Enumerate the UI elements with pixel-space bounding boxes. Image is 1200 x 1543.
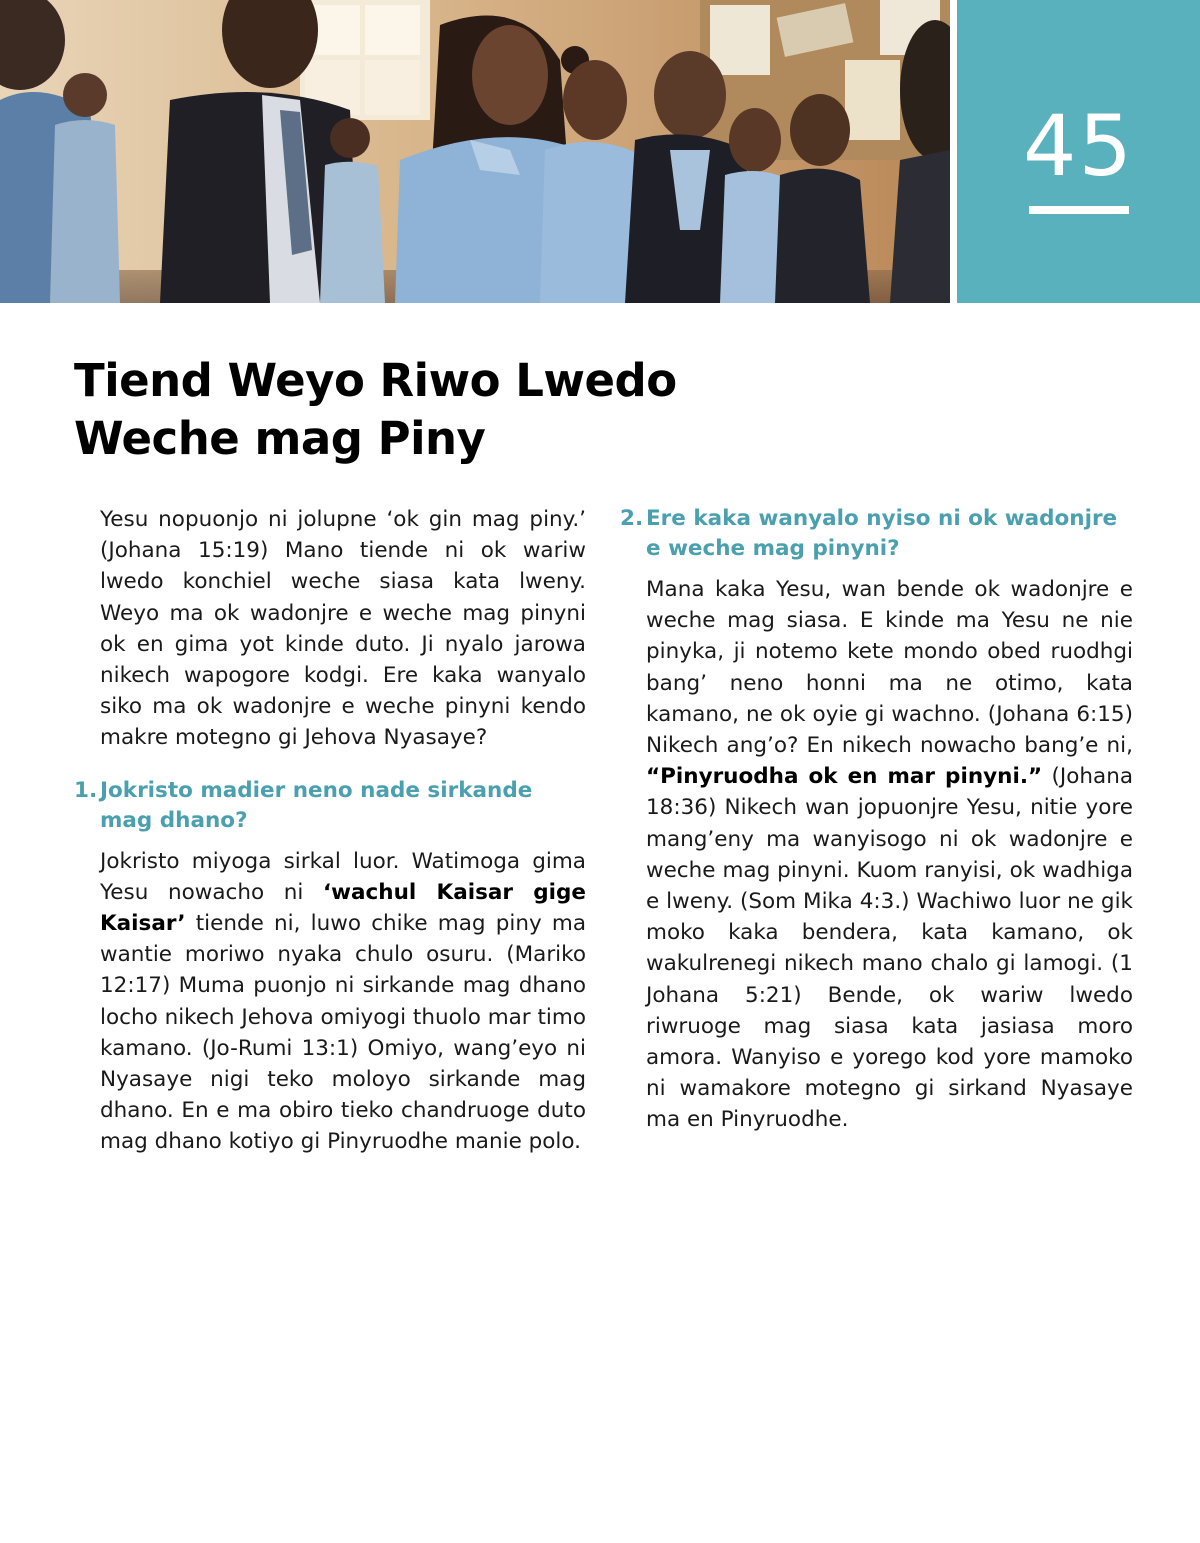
answer-2-bold-quote: “Pinyruodha ok en mar pinyni.”: [646, 764, 1043, 790]
answer-1-paragraph: [100, 846, 586, 1158]
question-2-heading: [620, 504, 1133, 564]
page-title: [74, 352, 774, 468]
question-2-number: 2.: [620, 506, 644, 531]
answer-2-paragraph: [646, 574, 1133, 1136]
answer-1-text-b: tiende ni, luwo chike mag piny ma wantie moriwo nyaka chulo osuru. (Mariko 12:17) Muma puonjo ni sirkande mag dhano locho nikech Jehova omiyogi thuolo mar timo kamano. (Jo-Rumi 13:1) Omiyo, wang’eyo ni Nyasaye nigi teko moloyo sirkande mag dhano. En e ma obiro tieko chandruoge duto mag dhano kotiyo gi Pinyruodhe manie polo.: [100, 911, 586, 1155]
students-standing-illustration: [0, 0, 950, 303]
left-column: [74, 504, 586, 1158]
right-column: [620, 504, 1133, 1136]
question-1-number: 1.: [74, 777, 98, 803]
answer-1-text-a: Jokristo miyoga sirkal luor. Watimoga gima Yesu nowacho ni: [100, 848, 586, 905]
answer-1-bold-quote: ‘wachul Kaisar gige Kaisar’: [100, 879, 586, 937]
question-2-text: Ere kaka wanyalo nyiso ni ok wadonjre e weche mag pinyni?: [646, 506, 1118, 561]
question-1-heading: [74, 776, 586, 836]
page-title-line-1: Tiend Weyo Riwo Lwedo: [74, 354, 677, 407]
lesson-number-underline: [1029, 206, 1129, 214]
lesson-number-box: [957, 0, 1200, 303]
page-title-line-2: Weche mag Piny: [74, 412, 486, 465]
question-1-text: Jokristo madier neno nade sirkande mag dhano?: [100, 777, 533, 833]
answer-2-text-a: Mana kaka Yesu, wan bende ok wadonjre e weche mag siasa. E kinde ma Yesu ne nie pinyka, ji notemo kete mondo obed ruodhgi bang’ neno honni ma ne otimo, kata kamano, ne ok oyie gi wachno. (Johana 6:15) Nikech ang’o? En nikech nowacho bang’e ni,: [646, 577, 1133, 759]
intro-paragraph: Yesu nopuonjo ni jolupne ‘ok gin mag piny.’ (Johana 15:19) Mano tiende ni ok wariw lwedo konchiel weche siasa kata lweny. Weyo ma ok wadonjre e weche mag pinyni ok en gima yot kinde duto. Ji nyalo jarowa nikech wapogore kodgi. Ere kaka wanyalo siko ma ok wadonjre e weche pinyni kendo makre motegno gi Jehova Nyasaye?: [100, 507, 586, 751]
lesson-number: 45: [1023, 97, 1134, 195]
header-photo: [0, 0, 950, 303]
answer-2-text-b: (Johana 18:36) Nikech wan jopuonjre Yesu, nitie yore mang’eny ma wanyisogo ni ok wadonjre e weche mag pinyni. Kuom ranyisi, ok wadhiga e lweny. (Som Mika 4:3.) Wachiwo luor ne gik moko kaka bendera, kata kamano, ok wakulrenegi nikech mano chalo gi lamogi. (1 Johana 5:21) Bende, ok wariw lwedo riwruoge mag siasa kata jasiasa moro amora. Wanyiso e yorego kod yore mamoko ni wamakore motegno gi sirkand Nyasaye ma en Pinyruodhe.: [646, 764, 1133, 1133]
